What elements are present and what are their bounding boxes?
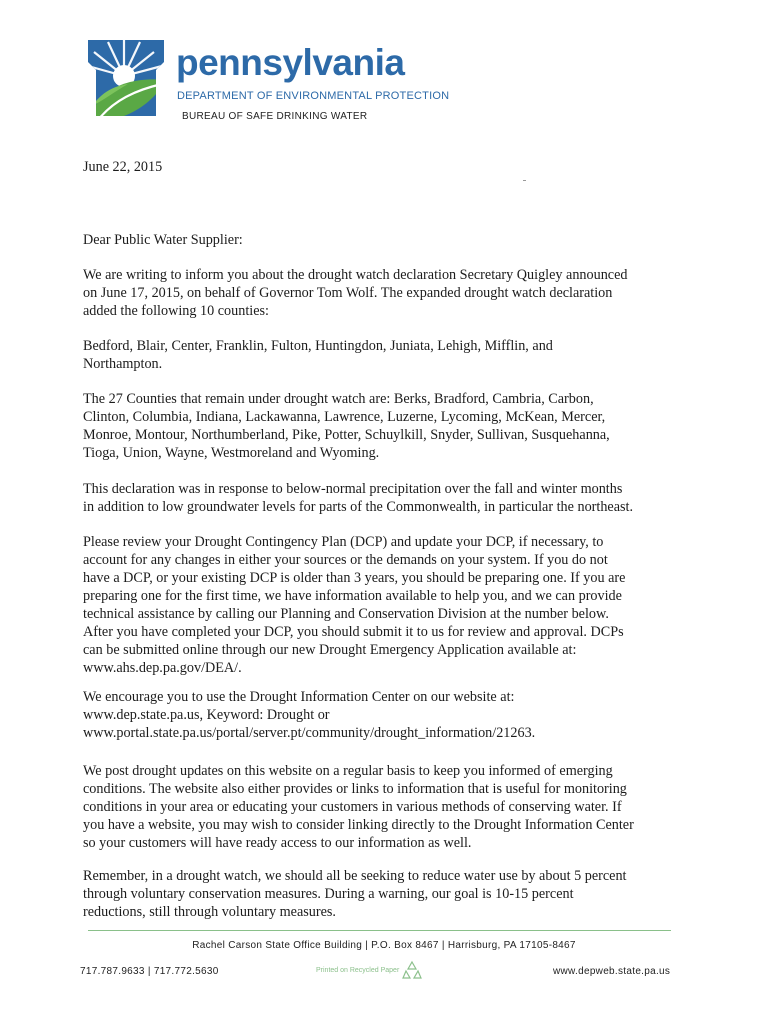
paragraph-dcp bbox=[83, 533, 683, 677]
paragraph-info-center bbox=[83, 688, 683, 742]
keystone-sun-leaf-logo bbox=[84, 36, 168, 120]
scan-speck bbox=[523, 180, 526, 181]
footer-divider bbox=[88, 930, 671, 931]
department-name: DEPARTMENT OF ENVIRONMENTAL PROTECTION bbox=[177, 90, 450, 102]
text-line: Monroe, Montour, Northumberland, Pike, Potter, Schuylkill, Snyder, Sullivan, Susquehanna, bbox=[83, 427, 610, 443]
text-line: on June 17, 2015, on behalf of Governor Tom Wolf. The expanded drought watch declaration bbox=[83, 285, 613, 301]
text-line: conditions. The website also either provides or links to information that is useful for monitoring bbox=[83, 781, 627, 797]
recycle-icon bbox=[401, 959, 423, 981]
paragraph-added-counties bbox=[83, 337, 683, 373]
text-line: www.ahs.dep.pa.gov/DEA/. bbox=[83, 660, 242, 676]
footer-address: Rachel Carson State Office Building | P.O. Box 8467 | Harrisburg, PA 17105-8467 bbox=[192, 940, 576, 951]
text-line: We are writing to inform you about the drought watch declaration Secretary Quigley announced bbox=[83, 267, 628, 283]
text-line: preparing one for the first time, we have information available to help you, and we can provide bbox=[83, 588, 622, 604]
paragraph-announcement bbox=[83, 266, 683, 320]
text-line: This declaration was in response to below-normal precipitation over the fall and winter months bbox=[83, 481, 623, 497]
text-line: Bedford, Blair, Center, Franklin, Fulton, Huntingdon, Juniata, Lehigh, Mifflin, and bbox=[83, 338, 553, 354]
paragraph-updates bbox=[83, 762, 683, 852]
recycled-paper-note bbox=[316, 958, 423, 982]
text-line: The 27 Counties that remain under drought watch are: Berks, Bradford, Cambria, Carbon, bbox=[83, 391, 594, 407]
paragraph-reduction-goal bbox=[83, 867, 683, 921]
letterhead bbox=[84, 34, 504, 130]
footer-phone-numbers: 717.787.9633 | 717.772.5630 bbox=[80, 966, 219, 977]
text-line: through voluntary conservation measures. During a warning, our goal is 10-15 percent bbox=[83, 886, 574, 902]
text-line: Please review your Drought Contingency Plan (DCP) and update your DCP, if necessary, to bbox=[83, 534, 604, 550]
greeting: Dear Public Water Supplier: bbox=[83, 232, 243, 248]
text-line: added the following 10 counties: bbox=[83, 303, 269, 319]
letter-date: June 22, 2015 bbox=[83, 159, 163, 175]
footer-website: www.depweb.state.pa.us bbox=[553, 966, 671, 977]
text-line: can be submitted online through our new Drought Emergency Application available at: bbox=[83, 642, 577, 658]
text-line: www.portal.state.pa.us/portal/server.pt/community/drought_information/21263. bbox=[83, 725, 536, 741]
text-line: We post drought updates on this website on a regular basis to keep you informed of emerging bbox=[83, 763, 613, 779]
text-line: conditions in your area or educating your customers in various methods of conserving water. If bbox=[83, 799, 622, 815]
text-line: Tioga, Union, Wayne, Westmoreland and Wyoming. bbox=[83, 445, 380, 461]
text-line: so your customers will have ready access to our information as well. bbox=[83, 835, 472, 851]
text-line: www.dep.state.pa.us, Keyword: Drought or bbox=[83, 707, 330, 723]
text-line: in addition to low groundwater levels for parts of the Commonwealth, in particular the northeast. bbox=[83, 499, 634, 515]
text-line: Clinton, Columbia, Indiana, Lackawanna, Lawrence, Luzerne, Lycoming, McKean, Mercer, bbox=[83, 409, 606, 425]
paragraph-reason bbox=[83, 480, 683, 516]
bureau-name: BUREAU OF SAFE DRINKING WATER bbox=[182, 111, 368, 122]
text-line: reductions, still through voluntary measures. bbox=[83, 904, 336, 920]
text-line: We encourage you to use the Drought Information Center on our website at: bbox=[83, 689, 515, 705]
text-line: have a DCP, or your existing DCP is older than 3 years, you should be preparing one. If you are bbox=[83, 570, 626, 586]
paragraph-remaining-counties bbox=[83, 390, 683, 462]
text-line: Northampton. bbox=[83, 356, 163, 372]
text-line: technical assistance by calling our Planning and Conservation Division at the number below. bbox=[83, 606, 609, 622]
text-line: Remember, in a drought watch, we should all be seeking to reduce water use by about 5 percent bbox=[83, 868, 627, 884]
agency-name: pennsylvania bbox=[176, 42, 405, 83]
text-line: account for any changes in either your sources or the demands on your system. If you do not bbox=[83, 552, 608, 568]
recycled-paper-label: Printed on Recycled Paper bbox=[316, 966, 400, 974]
text-line: you have a website, you may wish to consider linking directly to the Drought Information Center bbox=[83, 817, 634, 833]
text-line: After you have completed your DCP, you should submit it to us for review and approval. DCPs bbox=[83, 624, 624, 640]
